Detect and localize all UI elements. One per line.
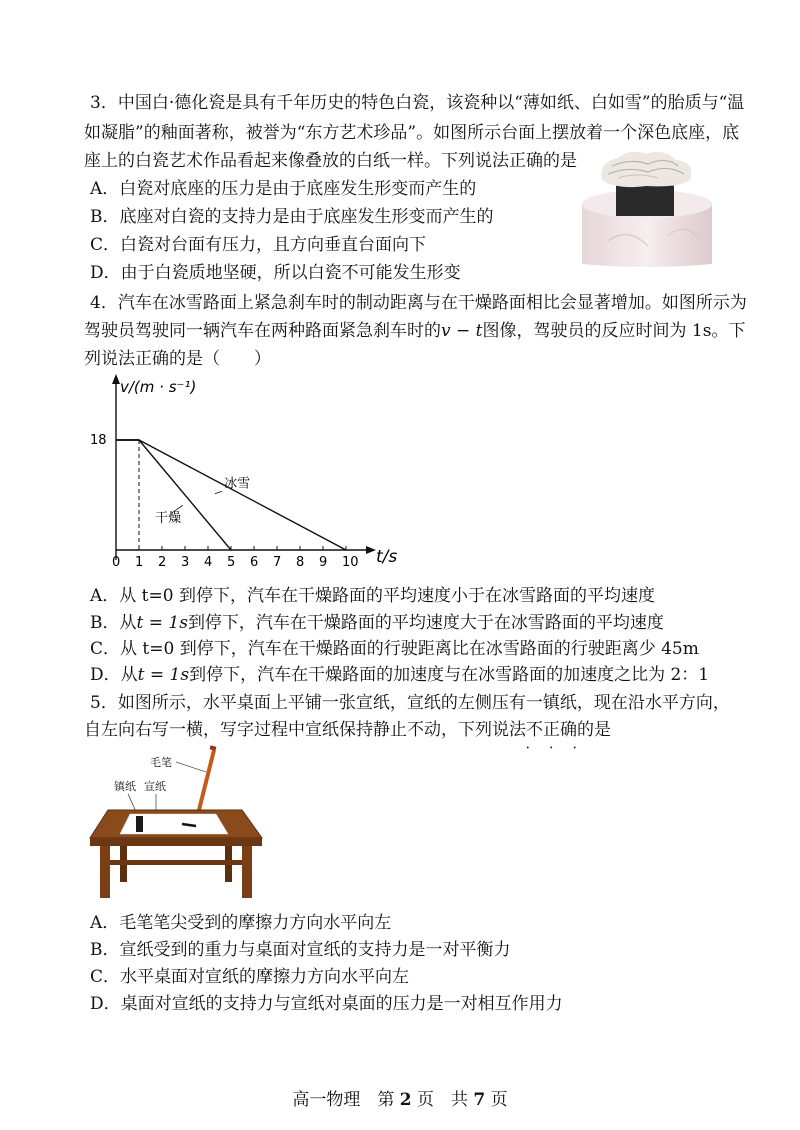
x-tick-label: 2	[158, 555, 167, 570]
paper-weight	[136, 816, 143, 832]
x-tick-label: 6	[250, 555, 259, 570]
q3-option-d: D．由于白瓷质地坚硬，所以白瓷不可能发生形变	[90, 263, 461, 283]
footer-course: 高一物理 第	[292, 1090, 400, 1110]
q4-option-b-post: 到停下，汽车在干燥路面的平均速度大于在冰雪路面的平均速度	[187, 613, 664, 633]
q4-line2-math: v − t	[441, 321, 483, 341]
series-line-ice-snow	[116, 440, 346, 550]
x-tick-label: 8	[296, 555, 305, 570]
q4-line2-text-b: 图像，驾驶员的反应时间为 1s。下	[482, 321, 746, 341]
x-tick-label: 7	[273, 555, 282, 570]
x-tick-label: 3	[181, 555, 190, 570]
y-tick-label: 18	[90, 433, 107, 448]
footer-mid: 页 共	[411, 1090, 474, 1110]
series-label-ice-snow: 冰雪	[224, 476, 251, 492]
ice-label-leader	[215, 491, 222, 493]
q4-option-a	[90, 585, 655, 607]
y-axis-label: v/(m · s⁻¹)	[120, 378, 197, 396]
footer-end: 页	[485, 1090, 508, 1110]
footer-page-number: 2	[399, 1090, 412, 1110]
q5-option-b: B．宣纸受到的重力与桌面对宣纸的支持力是一对平衡力	[90, 940, 511, 960]
q5-line2-text-b: 的是	[577, 720, 611, 740]
paper-label: 宣纸	[144, 780, 166, 793]
x-axis-arrow	[366, 546, 376, 554]
x-tick-label: 0	[112, 555, 121, 570]
q4-option-d	[90, 664, 709, 686]
q4-option-d-math: t = 1s	[137, 665, 190, 685]
x-tick-label: 10	[342, 555, 359, 570]
q5-line2	[84, 719, 611, 741]
brush-label: 毛笔	[150, 756, 172, 769]
q4-option-c	[90, 638, 699, 660]
x-axis-label: t/s	[376, 547, 398, 567]
weight-label: 镇纸	[114, 780, 136, 793]
x-tick-label: 9	[319, 555, 328, 570]
q4-line2	[84, 320, 745, 342]
q5-option-c: C．水平桌面对宣纸的摩擦力方向水平向左	[90, 967, 410, 987]
q5-line2-emphasis: 不正确 • • •	[526, 720, 577, 740]
q4-line1: 4．汽车在冰雪路面上紧急刹车时的制动距离与在干燥路面相比会显著增加。如图所示为	[90, 293, 747, 313]
porcelain-photo	[578, 146, 716, 268]
q4-line3: 列说法正确的是（ ）	[84, 349, 271, 369]
vt-chart	[90, 370, 410, 585]
q3-option-a: A．白瓷对底座的压力是由于底座发生形变而产生的	[90, 179, 477, 199]
x-tick-label: 4	[204, 555, 213, 570]
page-footer	[0, 1085, 800, 1110]
q4-option-d-pre: D．从	[90, 665, 138, 685]
x-tick-label: 5	[227, 555, 236, 570]
desk-illustration	[86, 742, 266, 902]
q3-option-c: C．白瓷对台面有压力，且方向垂直台面向下	[90, 235, 427, 255]
desk-leg	[100, 846, 110, 898]
series-line-dry	[116, 440, 231, 550]
x-tick-label: 1	[135, 555, 144, 570]
series-label-dry: 干燥	[155, 510, 182, 526]
q4-option-d-post: 到停下，汽车在干燥路面的加速度与在冰雪路面的加速度之比为 2：1	[189, 665, 710, 685]
q4-option-a-text: A．从 t=0 到停下，汽车在干燥路面的平均速度小于在冰雪路面的平均速度	[90, 586, 655, 606]
y-axis-arrow	[112, 374, 120, 384]
q5-option-d: D．桌面对宣纸的支持力与宣纸对桌面的压力是一对相互作用力	[90, 994, 563, 1014]
q3-option-b: B．底座对白瓷的支持力是由于底座发生形变而产生的	[90, 207, 494, 227]
q4-option-b-math: t = 1s	[136, 613, 188, 633]
q3-line2: 如凝脂”的釉面著称，被誉为“东方艺术珍品”。如图所示台面上摆放着一个深色底座，底	[84, 123, 740, 143]
q3-line1: 3．中国白·德化瓷是具有千年历史的特色白瓷，该瓷种以“薄如纸、白如雪”的胎质与“温	[90, 93, 745, 113]
q5-option-a: A．毛笔笔尖受到的摩擦力方向水平向左	[90, 913, 392, 933]
q4-line2-text-a: 驾驶员驾驶同一辆汽车在两种路面紧急刹车时的	[84, 321, 441, 341]
q3-line3: 座上的白瓷艺术作品看起来像叠放的白纸一样。下列说法正确的是	[84, 151, 577, 171]
q4-option-b-pre: B．从	[90, 613, 137, 633]
footer-total-pages: 7	[473, 1090, 486, 1110]
q4-option-b	[90, 612, 664, 634]
desk-leg	[242, 846, 252, 898]
q5-line1: 5．如图所示，水平桌面上平铺一张宣纸，宣纸的左侧压有一镇纸，现在沿水平方向，	[90, 693, 730, 713]
q4-option-c-text: C．从 t=0 到停下，汽车在干燥路面的行驶距离比在冰雪路面的行驶距离少 45m	[90, 639, 699, 659]
q5-line2-text-a: 自左向右写一横，写字过程中宣纸保持静止不动，下列说法	[84, 720, 526, 740]
